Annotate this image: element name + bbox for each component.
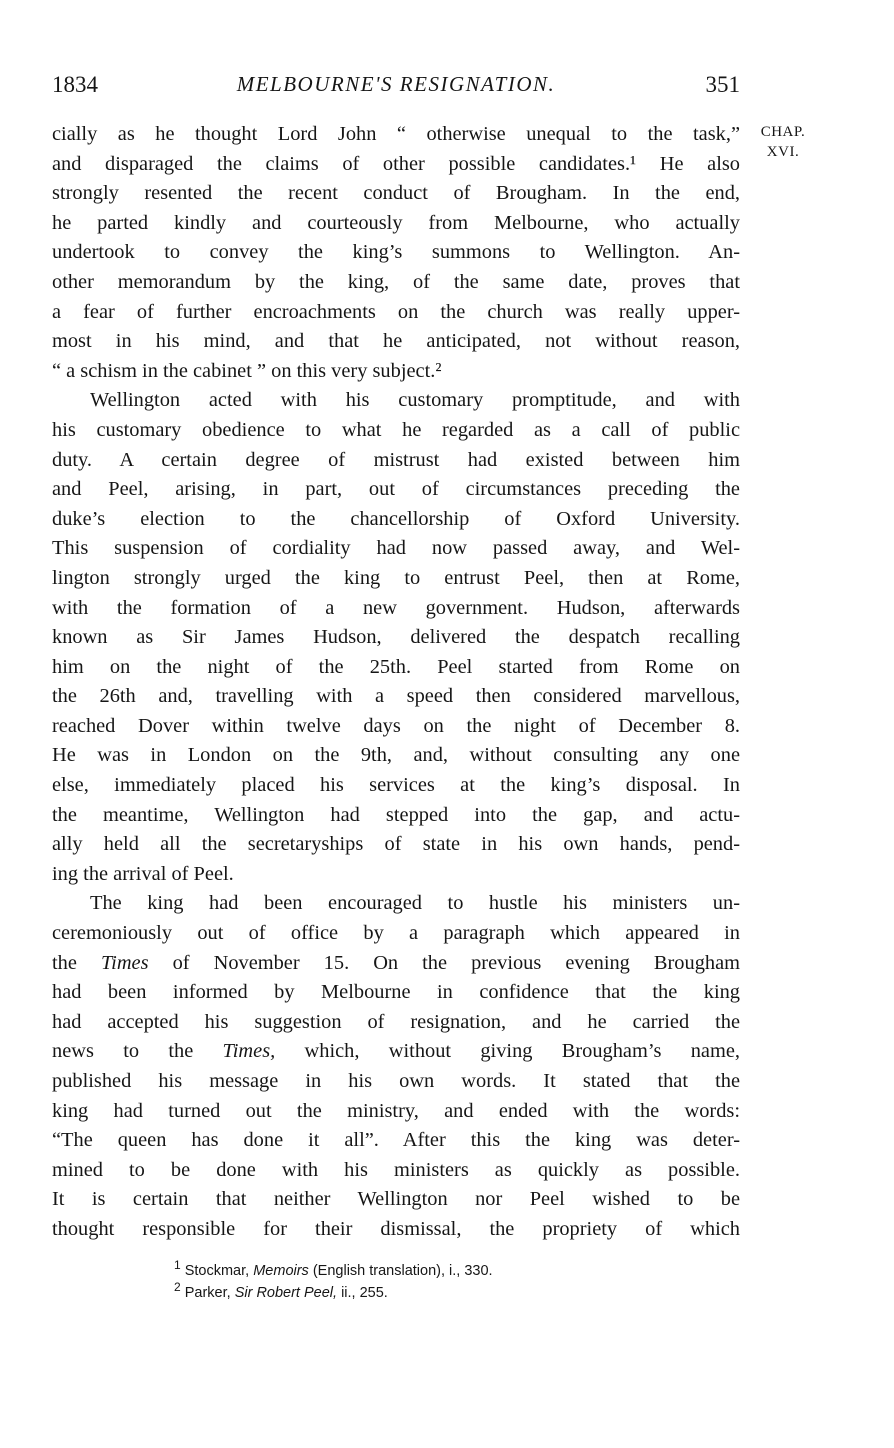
text-line: duty. A certain degree of mistrust had existed between him [52, 448, 740, 471]
newspaper-title: Times, [222, 1040, 276, 1063]
footnote-mark: 2 [174, 1280, 181, 1295]
text-line: ceremoniously out of office by a paragraph which appeared in [52, 922, 740, 945]
text-line: strongly resented the recent conduct of Brougham. In the end, [52, 182, 740, 205]
text-line: most in his mind, and that he anticipated, not without reason, [52, 330, 740, 353]
text-line: lington strongly urged the king to entrust Peel, then at Rome, [52, 566, 740, 589]
text-line: the 26th and, travelling with a speed then considered marvellous, [52, 685, 740, 708]
text-line: had accepted his suggestion of resignation, and he carried the [52, 1010, 740, 1033]
footnote-title: Sir Robert Peel, [234, 1285, 338, 1301]
text-line: The king had been encouraged to hustle his ministers un- [90, 892, 740, 915]
text-line: him on the night of the 25th. Peel started from Rome on [52, 655, 740, 678]
page-number: 351 [705, 72, 740, 97]
newspaper-title: Times [100, 951, 149, 974]
text-line: ing the arrival of Peel. [52, 862, 234, 885]
sidenote-chap: CHAP. [760, 124, 806, 140]
text-line: king had turned out the ministry, and ended with the words: [52, 1099, 740, 1122]
text-line [52, 1037, 740, 1067]
text-line: This suspension of cordiality had now passed away, and Wel- [52, 537, 740, 560]
text-line: reached Dover within twelve days on the night of December 8. [52, 714, 740, 737]
text-line: He was in London on the 9th, and, without consulting any one [52, 744, 740, 767]
header-title: MELBOURNE'S RESIGNATION. [236, 72, 556, 96]
text-line: mined to be done with his ministers as quickly as possible. [52, 1158, 740, 1181]
text-line: he parted kindly and courteously from Melbourne, who actually [52, 211, 740, 234]
text-line: Wellington acted with his customary promptitude, and with [90, 389, 740, 412]
text-line [52, 949, 740, 979]
text-line: It is certain that neither Wellington nor Peel wished to be [52, 1188, 740, 1211]
text-line: cially as he thought Lord John “ otherwise unequal to the task,” [52, 123, 740, 145]
text-line: else, immediately placed his services at the king’s disposal. In [52, 774, 740, 797]
text-run: which, without giving Brougham’s name, [275, 1040, 740, 1063]
text-line: with the formation of a new government. Hudson, afterwards [52, 596, 740, 619]
text-line: duke’s election to the chancellorship of Oxford University. [52, 507, 740, 530]
footnotes [174, 1260, 734, 1304]
text-line: ally held all the secretaryships of state in his own hands, pend- [52, 833, 740, 856]
running-header [52, 72, 740, 106]
footnote-text: ii., 255. [337, 1285, 388, 1301]
text-line: and Peel, arising, in part, out of circumstances preceding the [52, 478, 740, 501]
footnote-mark: 1 [174, 1258, 181, 1273]
text-line: and disparaged the claims of other possible candidates.¹ He also [52, 152, 740, 175]
text-run: of November 15. On the previous evening Brougham [148, 951, 740, 974]
text-line: “ a schism in the cabinet ” on this very subject.² [52, 359, 442, 382]
text-line: published his message in his own words. It stated that the [52, 1070, 740, 1092]
text-line: a fear of further encroachments on the church was really upper- [52, 300, 740, 323]
footnote-text: Stockmar, [180, 1263, 254, 1279]
footnote-text: (English translation), i., 330. [308, 1263, 493, 1279]
footnote-2 [174, 1282, 734, 1304]
sidenote-number: XVI. [766, 144, 800, 160]
text-line: known as Sir James Hudson, delivered the despatch recalling [52, 626, 740, 649]
text-line: undertook to convey the king’s summons to Wellington. An- [52, 241, 740, 264]
body-text [52, 120, 740, 1245]
header-year: 1834 [52, 72, 98, 97]
footnote-title: Memoirs [253, 1263, 309, 1279]
text-line: his customary obedience to what he regarded as a call of public [52, 418, 740, 441]
text-run: news to the [52, 1040, 223, 1063]
text-line: “The queen has done it all”. After this the king was deter- [52, 1129, 740, 1152]
chapter-sidenote [748, 122, 818, 162]
text-line: other memorandum by the king, of the same date, proves that [52, 270, 740, 293]
text-line: had been informed by Melbourne in confidence that the king [52, 981, 740, 1004]
text-line: the meantime, Wellington had stepped into the gap, and actu- [52, 803, 740, 826]
text-run: the [52, 951, 101, 974]
footnote-1 [174, 1260, 734, 1282]
footnote-text: Parker, [180, 1285, 235, 1301]
text-line: thought responsible for their dismissal, the propriety of which [52, 1217, 740, 1240]
